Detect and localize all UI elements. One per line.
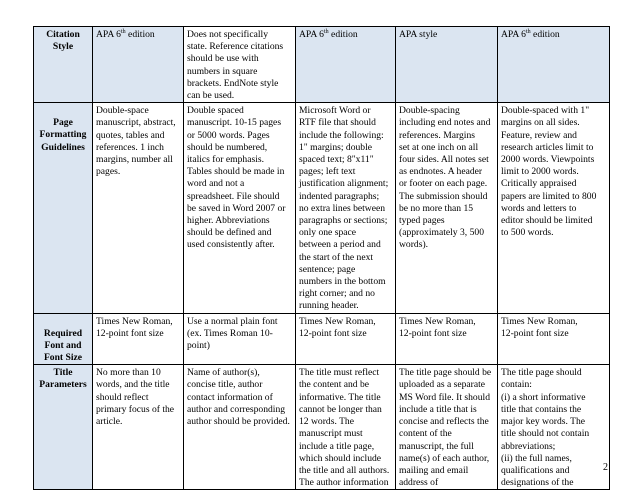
row-header-title-parameters: Title Parameters (34, 365, 93, 490)
table-cell: Microsoft Word or RTF file that should include the following: 1" margins; double spaced text; 8"x11" pages; left text justification alignment; indented paragraphs; no extra lines between paragraphs or sections; only one space between a period and the start of the next sentence; page numbers in the bottom right corner; and no running header. (296, 103, 396, 313)
page-number: 2 (603, 462, 608, 473)
table-cell: APA style (396, 27, 498, 103)
row-header-required-font: Required Font and Font Size (34, 313, 93, 365)
table-cell: Double-spaced with 1" margins on all sides. Feature, review and research articles limit to 2000 words. Viewpoints limit to 2000 words. Critically appraised papers are limited to 800 words and letters to editor should be limited to 500 words. (498, 103, 610, 313)
table-cell: Double-space manuscript, abstract, quotes, tables and references. 1 inch margins, number all pages. (93, 103, 184, 313)
table-cell: Times New Roman, 12-point font size (396, 313, 498, 365)
table-cell: Times New Roman, 12-point font size (93, 313, 184, 365)
row-header-citation-style: Citation Style (34, 27, 93, 103)
table-cell: Double-spacing including end notes and references. Margins set at one inch on all four sides. All notes set as endnotes. A header or footer on each page. The submission should be no more than 15 typed pages (approximately 3, 500 words). (396, 103, 498, 313)
table-cell: No more than 10 words, and the title should reflect primary focus of the article. (93, 365, 184, 490)
table-cell: APA 6th edition (93, 27, 184, 103)
row-header-page-formatting: Page Formatting Guidelines (34, 103, 93, 313)
table-cell: APA 6th edition (296, 27, 396, 103)
table-row (34, 27, 610, 103)
table-cell: APA 6th edition (498, 27, 610, 103)
table-cell: Times New Roman, 12-point font size (296, 313, 396, 365)
table-cell: Times New Roman, 12-point font size (498, 313, 610, 365)
table-cell: Does not specifically state. Reference citations should be use with numbers in square brackets. EndNote style can be used. (184, 27, 296, 103)
table-row (34, 365, 610, 490)
table-cell: Name of author(s), concise title, author contact information of author and corresponding author should be provided. (184, 365, 296, 490)
table-row (34, 313, 610, 365)
comparison-table (33, 26, 610, 490)
table-cell: The title page should be uploaded as a separate MS Word file. It should include a title that is concise and reflects the content of the manuscript, the full name(s) of each author, mailing and email address of (396, 365, 498, 490)
table-cell: Use a normal plain font (ex. Times Roman 10- point) (184, 313, 296, 365)
table-cell: The title must reflect the content and be informative. The title cannot be longer than 12 words. The manuscript must include a title page, which should include the title and all authors. The author information (296, 365, 396, 490)
table-row (34, 103, 610, 313)
table-cell: The title page should contain: (i) a short informative title that contains the major key words. The title should not contain abbreviations; (ii) the full names, qualifications and designations of the (498, 365, 610, 490)
table-cell: Double spaced manuscript. 10-15 pages or 5000 words. Pages should be numbered, italics for emphasis. Tables should be made in word and not a spreadsheet. File should be saved in Word 2007 or higher. Abbreviations should be defined and used consistently after. (184, 103, 296, 313)
